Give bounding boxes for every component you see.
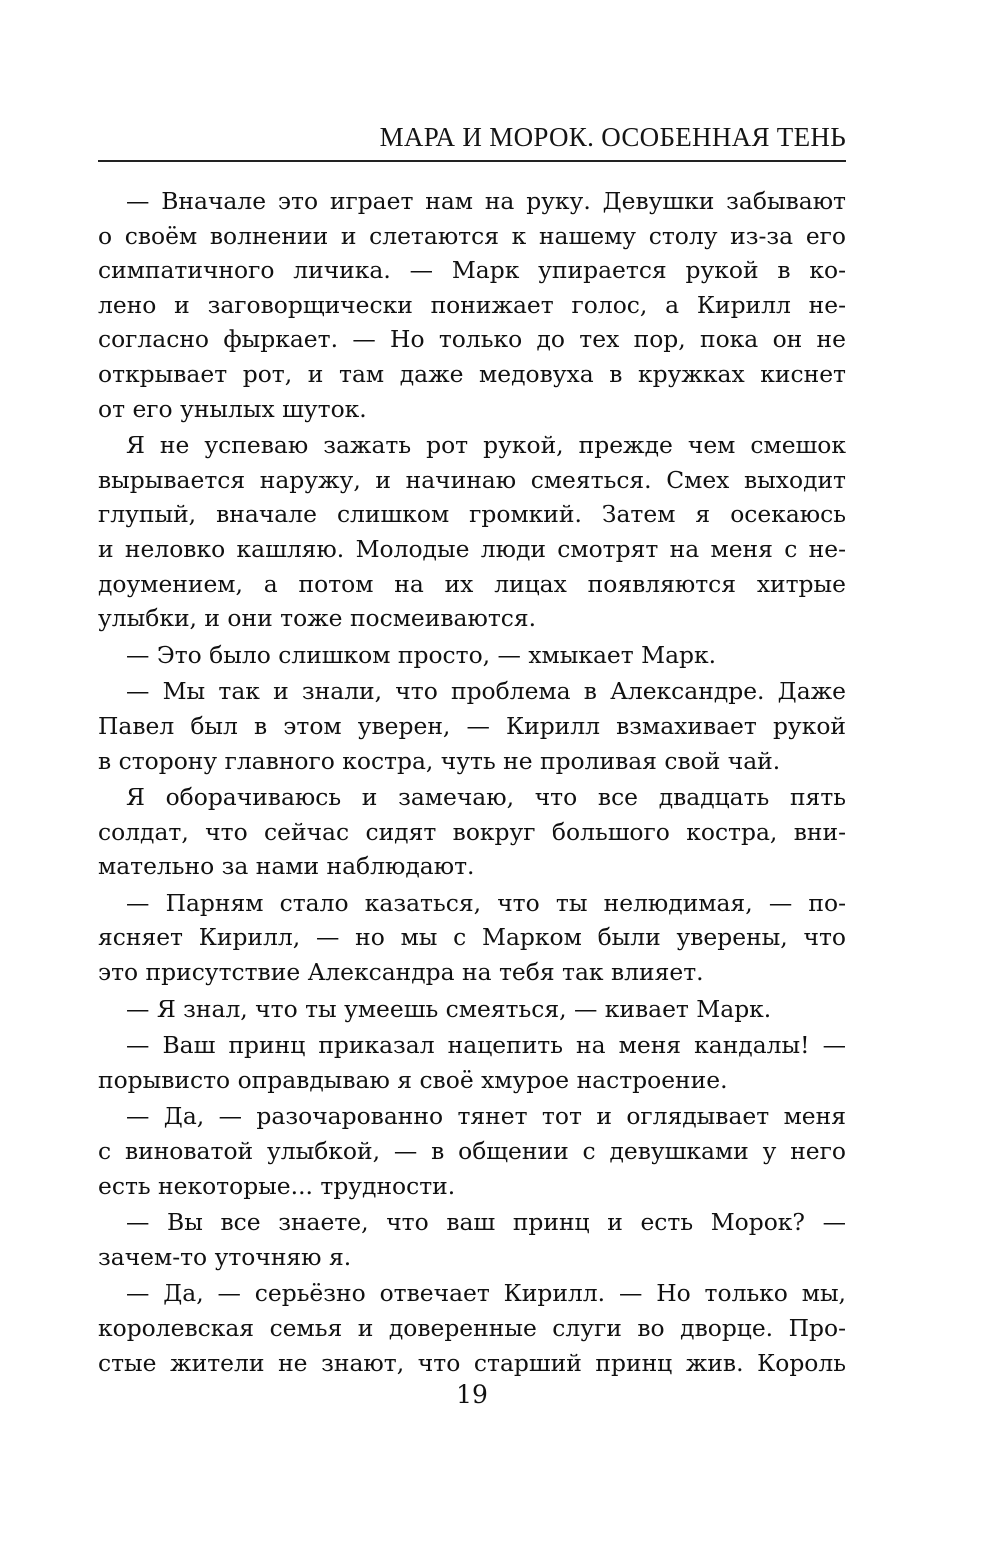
text-line: с виноватой улыбкой, — в общении с девушками у него <box>98 1137 846 1166</box>
paragraph <box>98 638 846 673</box>
header-rule <box>98 160 846 162</box>
text-line: — Да, — разочарованно тянет тот и оглядывает меня <box>126 1102 846 1131</box>
text-line: — Парням стало казаться, что ты нелюдимая, — по- <box>126 888 846 917</box>
text-line: Павел был в этом уверен, — Кирилл взмахивает рукой <box>98 711 846 740</box>
text-line: стые жители не знают, что старший принц жив. Король <box>98 1348 846 1377</box>
body-text <box>98 184 846 1382</box>
paragraph <box>98 780 846 884</box>
text-line: лено и заговорщически понижает голос, а Кирилл не- <box>98 290 846 319</box>
text-line: улыбки, и они тоже посмеиваются. <box>98 604 537 633</box>
page-number: 19 <box>456 1380 488 1409</box>
text-line: — Вы все знаете, что ваш принц и есть Морок? — <box>126 1208 846 1237</box>
paragraph <box>98 428 846 636</box>
text-line: — Ваш принц приказал нацепить на меня кандалы! — <box>126 1031 846 1060</box>
text-line: и неловко кашляю. Молодые люди смотрят на меня с не- <box>98 534 846 563</box>
text-line: вырывается наружу, и начинаю смеяться. Смех выходит <box>98 465 846 494</box>
paragraph <box>98 1028 846 1097</box>
paragraph <box>98 1276 846 1380</box>
text-line: это присутствие Александра на тебя так влияет. <box>98 958 704 987</box>
text-line: мательно за нами наблюдают. <box>98 852 475 881</box>
text-line: — Это было слишком просто, — хмыкает Марк. <box>126 640 717 669</box>
text-line: о своём волнении и слетаются к нашему столу из-за его <box>98 221 846 250</box>
text-line: симпатичного личика. — Марк упирается рукой в ко- <box>98 256 846 285</box>
text-line: согласно фыркает. — Но только до тех пор, пока он не <box>98 325 846 354</box>
text-line: Я не успеваю зажать рот рукой, прежде чем смешок <box>126 431 846 460</box>
text-line: от его унылых шуток. <box>98 394 367 423</box>
text-line: порывисто оправдываю я своё хмурое настроение. <box>98 1065 728 1094</box>
paragraph <box>98 1099 846 1203</box>
text-line: глупый, вначале слишком громкий. Затем я осекаюсь <box>98 500 846 529</box>
text-line: открывает рот, и там даже медовуха в кружках киснет <box>98 359 846 388</box>
text-line: доумением, а потом на их лицах появляются хитрые <box>98 569 846 598</box>
text-line: — Я знал, что ты умеешь смеяться, — кивает Марк. <box>126 994 772 1023</box>
paragraph <box>98 992 846 1027</box>
running-header-title: МАРА И МОРОК. ОСОБЕННАЯ ТЕНЬ <box>379 122 846 152</box>
text-line: королевская семья и доверенные слуги во дворце. Про- <box>98 1314 846 1342</box>
text-line: ясняет Кирилл, — но мы с Марком были уверены, что <box>98 923 846 952</box>
text-line: солдат, что сейчас сидят вокруг большого костра, вни- <box>98 817 846 846</box>
paragraph <box>98 674 846 778</box>
text-line: Я оборачиваюсь и замечаю, что все двадцать пять <box>126 783 846 812</box>
paragraph <box>98 184 846 426</box>
paragraph <box>98 886 846 990</box>
paragraph <box>98 1205 846 1274</box>
text-line: — Да, — серьёзно отвечает Кирилл. — Но только мы, <box>126 1279 846 1308</box>
text-line: — Вначале это играет нам на руку. Девушки забывают <box>126 187 846 215</box>
text-line: зачем-то уточняю я. <box>98 1242 352 1271</box>
text-line: в сторону главного костра, чуть не проливая свой чай. <box>98 746 781 775</box>
text-line: — Мы так и знали, что проблема в Александре. Даже <box>126 677 846 706</box>
text-line: есть некоторые... трудности. <box>98 1171 456 1200</box>
